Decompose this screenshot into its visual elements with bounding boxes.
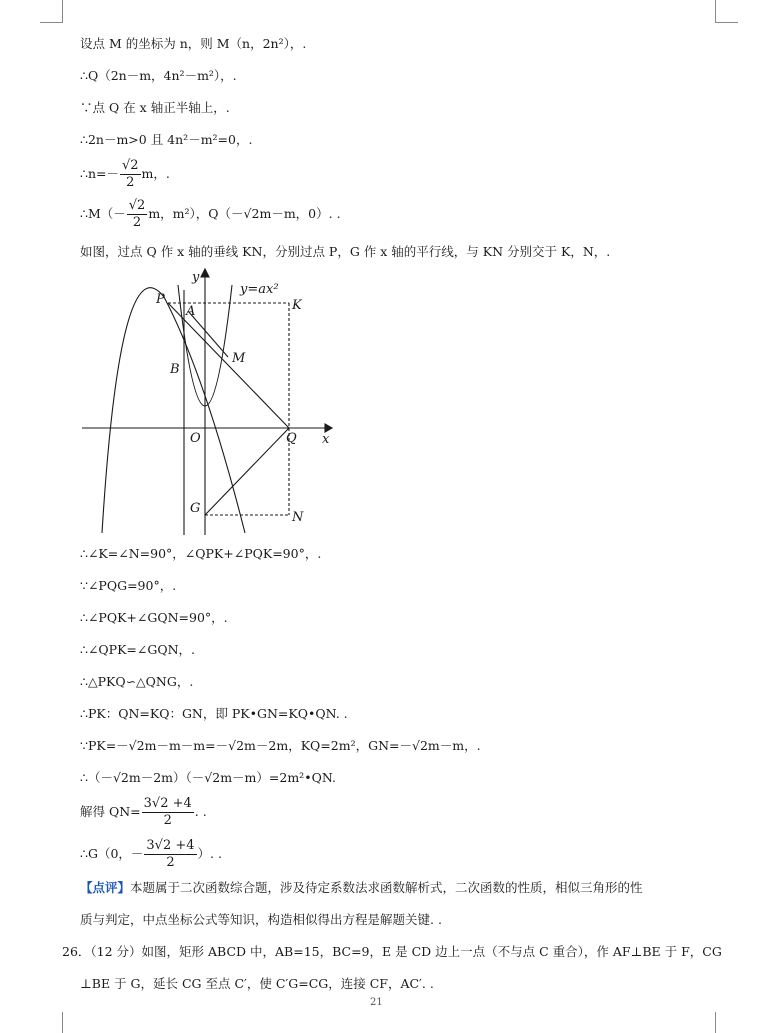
fraction-denominator: 2 [166,855,175,870]
fraction [142,796,194,829]
label-point-p: P [156,292,165,307]
x-axis-arrow [325,424,332,432]
segment-gq [205,428,289,515]
solution-line-4: ∴2n－m>0 且 4n²－m²=0，. [80,132,253,147]
fraction-numerator: √2 [121,158,139,173]
solution-line-7: 如图，过点 Q 作 x 轴的垂线 KN，分别过点 P，G 作 x 轴的平行线，与 KN 分别交于 K，N，. [80,244,611,259]
solution-line-2: ∴Q（2n－m，4n²－m²），. [80,68,237,83]
solution-line-13: ∴PK：QN=KQ：GN，即 PK•GN=KQ•QN. . [80,706,348,721]
segment-pq [168,303,289,428]
crop-mark-bottom-right [715,1012,717,1033]
comment-tag: 【点评】 [80,880,131,895]
solution-line-17-suffix: ）. . [197,846,222,861]
crop-mark-top-left [40,0,63,23]
solution-line-17-prefix: ∴G（0，－ [80,846,144,861]
fraction-denominator: 2 [163,813,172,828]
label-x-axis: x [322,432,330,447]
question-26-line-1: 26．（12 分）如图，矩形 ABCD 中，AB=15，BC=9，E 是 CD 边上一点（不与点 C 重合），作 AF⊥BE 于 F，CG [62,944,722,959]
solution-line-14: ∵PK=－√2m－m－m=－√2m－2m，KQ=2m²，GN=－√2m－m，. [80,738,481,753]
crop-mark-top-right [715,0,738,23]
y-axis-arrow [201,269,209,277]
solution-line-6-prefix: ∴M（－ [80,206,126,221]
fraction-numerator: 3√2 +4 [143,796,192,811]
solution-line-1: 设点 M 的坐标为 n，则 M（n，2n²），. [80,36,307,51]
solution-line-16-prefix: 解得 QN= [80,804,141,819]
crop-mark-bottom-left [62,1012,64,1033]
fraction [144,838,196,871]
label-point-k: K [292,298,302,313]
solution-line-15: ∴（－√2m－2m）（－√2m－m）=2m²•QN. [80,770,336,785]
solution-line-16 [80,796,207,829]
page-number: 21 [370,997,383,1008]
label-point-n: N [292,510,304,525]
label-point-g: G [190,501,201,516]
parabola-figure [80,265,340,540]
fraction [120,158,141,191]
solution-line-8: ∴∠K=∠N=90°，∠QPK+∠PQK=90°，. [80,546,322,561]
label-point-b: B [170,362,180,377]
comment-line-2: 质与判定，中点坐标公式等知识，构造相似得出方程是解题关键. . [80,912,442,927]
solution-line-10: ∴∠PQK+∠GQN=90°，. [80,610,228,625]
label-y-axis: y [192,270,200,285]
solution-line-5 [80,158,170,191]
label-point-o: O [190,431,201,446]
solution-line-16-suffix: . . [194,804,207,819]
label-point-a: A [186,304,196,319]
solution-line-12: ∴△PKQ∽△QNG，. [80,674,194,689]
solution-line-5-prefix: ∴n=－ [80,166,119,181]
label-point-m: M [232,351,246,366]
solution-line-11: ∴∠QPK=∠GQN，. [80,642,196,657]
comment-line-1 [80,880,643,896]
fraction [127,198,148,231]
solution-line-9: ∵∠PQG=90°，. [80,578,177,593]
fraction-denominator: 2 [126,175,135,190]
fraction-denominator: 2 [132,215,142,230]
label-point-q: Q [286,431,297,446]
solution-line-17 [80,838,222,871]
solution-line-3: ∵点 Q 在 x 轴正半轴上，. [80,100,230,115]
solution-line-6 [80,198,341,231]
question-26-line-2: ⊥BE 于 G，延长 CG 至点 C′，使 C′G=CG，连接 CF，AC′. . [80,976,434,991]
fraction-numerator: 3√2 +4 [146,838,195,853]
comment-text-1: 本题属于二次函数综合题，涉及待定系数法求函数解析式，二次函数的性质，相似三角形的性 [130,880,643,895]
solution-line-5-suffix: m，. [141,166,170,181]
label-curve: y=ax² [240,282,279,297]
fraction-numerator: √2 [128,198,146,213]
solution-line-6-suffix: m，m²），Q（－√2m－m，0）. . [148,206,341,221]
